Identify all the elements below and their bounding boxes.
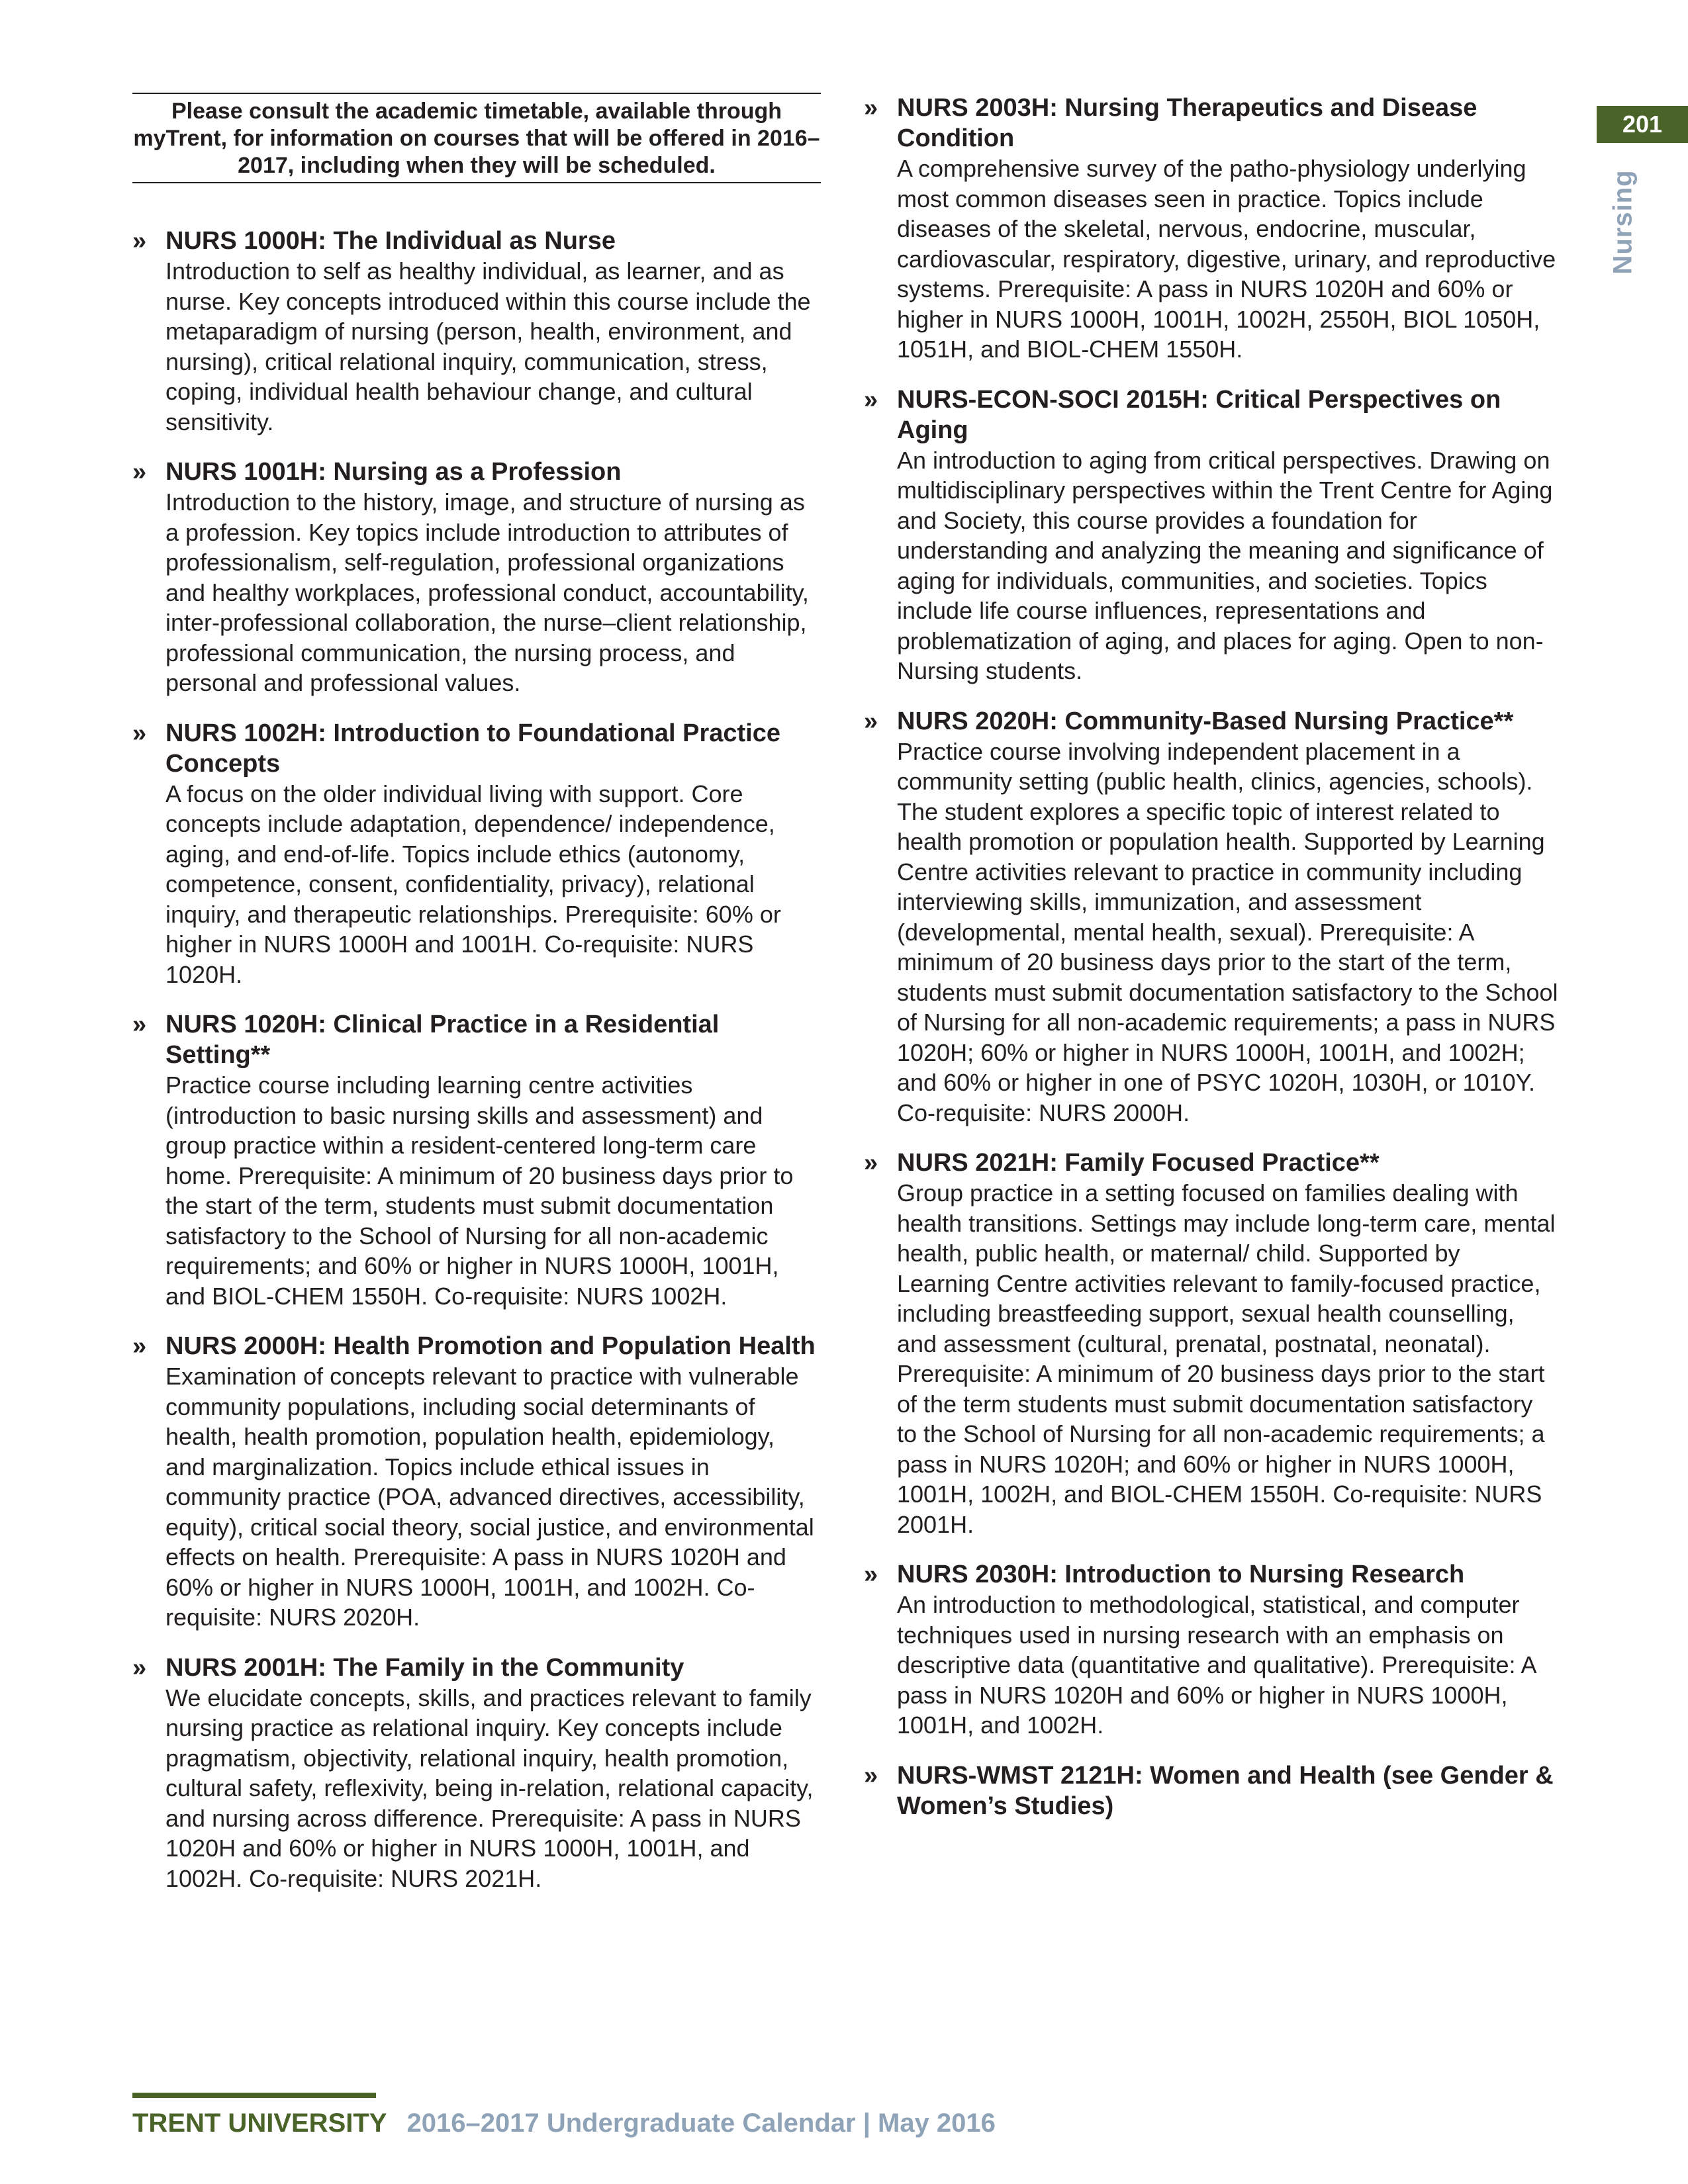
course-list-right [864,93,1559,1821]
section-label-text: Nursing [1608,169,1638,275]
course-title: NURS-WMST 2121H: Women and Health (see Gender & Women’s Studies) [897,1761,1554,1820]
bullet-marker: » [864,1561,878,1588]
course-title: NURS 2000H: Health Promotion and Population Health [165,1332,816,1360]
course-entry [132,457,821,698]
course-description: Group practice in a setting focused on families dealing with health transitions. Settings may include long-term care, mental health, public health, or maternal/ child. Supported by Learning Centre activities relevant to family-focused practice, including breastfeeding support, sexual health counselling, and assessment (cultural, prenatal, postnatal, neonatal). Prerequisite: A minimum of 20 business days prior to the start of the term students must submit documentation satisfactory to the School of Nursing for all non-academic requirements; a pass in NURS 1020H; and 60% or higher in NURS 1000H, 1001H, 1002H, and BIOL-CHEM 1550H. Co-requisite: NURS 2001H. [897,1179,1556,1538]
bullet-marker: » [864,1761,878,1790]
bullet-marker: » [132,458,147,486]
course-description: Examination of concepts relevant to practice with vulnerable community populations, including social determinants of health, health promotion, population health, epidemiology, and marginalization. Topics include ethical issues in community practice (POA, advanced directives, accessibility, equity), critical social theory, social justice, and environmental effects on health. Prerequisite: A pass in NURS 1020H and 60% or higher in NURS 1000H, 1001H, and 1002H. Co-requisite: NURS 2020H. [165,1363,814,1631]
bullet-marker: » [132,1653,147,1682]
course-description: Practice course including learning centre activities (introduction to basic nursing skills and assessment) and group practice within a resident-centered long-term care home. Prerequisite: A minimum of 20 business days prior to the start of the term, students must submit documentation satisfactory to the School of Nursing for all non-academic requirements; and 60% or higher in NURS 1000H, 1001H, and BIOL-CHEM 1550H. Co-requisite: NURS 1002H. [165,1071,794,1310]
course-entry [864,385,1559,686]
course-title: NURS 2030H: Introduction to Nursing Research [897,1561,1465,1588]
course-title: NURS 2003H: Nursing Therapeutics and Disease Condition [897,94,1477,152]
right-column [864,93,1559,1841]
course-description: An introduction to aging from critical perspectives. Drawing on multidisciplinary perspectives within the Trent Centre for Aging and Society, this course provides a foundation for understanding and analyzing the meaning and significance of aging for individuals, communities, and societies. Topics include life course influences, representations and problematization of aging, and places for aging. Open to non-Nursing students. [897,446,1553,684]
course-title: NURS 1001H: Nursing as a Profession [165,458,622,486]
course-entry [132,1009,821,1311]
course-title: NURS 1020H: Clinical Practice in a Residential Setting** [165,1011,720,1069]
course-entry [864,1148,1559,1539]
bullet-marker: » [132,719,147,747]
bullet-marker: » [132,1011,147,1038]
course-description: A comprehensive survey of the patho-physiology underlying most common diseases seen in practice. Topics include diseases of the skeletal, nervous, endocrine, muscular, cardiovascular, respiratory, digestive, urinary, and reproductive systems. Prerequisite: A pass in NURS 1020H and 60% or higher in NURS 1000H, 1001H, 1002H, 2550H, BIOL 1050H, 1051H, and BIOL-CHEM 1550H. [897,155,1556,363]
course-title: NURS 1000H: The Individual as Nurse [165,227,616,255]
course-description: An introduction to methodological, statistical, and computer techniques used in nursing research with an emphasis on descriptive data (quantitative and qualitative). Prerequisite: A pass in NURS 1020H and 60% or higher in NURS 1000H, 1001H, and 1002H. [897,1591,1536,1739]
course-title: NURS 2021H: Family Focused Practice** [897,1149,1380,1177]
course-description: A focus on the older individual living with support. Core concepts include adaptation, dependence/ independence, aging, and end-of-life. Topics include ethics (autonomy, competence, consent, confidentiality, privacy), relational inquiry, and therapeutic relationships. Prerequisite: 60% or higher in NURS 1000H and 1001H. Co-requisite: NURS 1020H. [165,780,781,988]
course-entry [864,706,1559,1128]
course-title: NURS 2001H: The Family in the Community [165,1653,684,1682]
page-number-tab: 201 [1597,106,1688,143]
course-entry [132,718,821,990]
bullet-marker: » [132,1332,147,1360]
course-title: NURS-ECON-SOCI 2015H: Critical Perspectives on Aging [897,385,1501,444]
bullet-marker: » [132,227,147,255]
left-column [132,93,821,1913]
course-list-left [132,226,821,1893]
course-entry [864,93,1559,365]
bullet-marker: » [864,385,878,414]
course-entry [132,226,821,437]
course-description: Practice course involving independent placement in a community setting (public health, clinics, agencies, schools). The student explores a specific topic of interest related to health promotion or population health. Supported by Learning Centre activities relevant to practice in community including interviewing skills, immunization, and assessment (developmental, mental health, sexual). Prerequisite: A minimum of 20 business days prior to the start of the term, students must submit documentation satisfactory to the School of Nursing for all non-academic requirements; a pass in NURS 1020H; 60% or higher in NURS 1000H, 1001H, and 1002H; and 60% or higher in one of PSYC 1020H, 1030H, or 1010Y. Co-requisite: NURS 2000H. [897,737,1558,1126]
course-entry [132,1653,821,1894]
course-title: NURS 1002H: Introduction to Foundational Practice Concepts [165,719,780,778]
course-description: We elucidate concepts, skills, and practices relevant to family nursing practice as relational inquiry. Key concepts include pragmatism, objectivity, relational inquiry, health promotion, cultural safety, reflexivity, being in-relation, relational capacity, and nursing across difference. Prerequisite: A pass in NURS 1020H and 60% or higher in NURS 1000H, 1001H, and 1002H. Co-requisite: NURS 2021H. [165,1684,814,1892]
footer-calendar: 2016–2017 Undergraduate Calendar | May 2016 [406,2109,996,2138]
bullet-marker: » [864,1149,878,1177]
course-entry [132,1331,821,1633]
course-description: Introduction to self as healthy individual, as learner, and as nurse. Key concepts introduced within this course include the metaparadigm of nursing (person, health, environment, and nursing), critical relational inquiry, communication, stress, coping, individual health behaviour change, and cultural sensitivity. [165,257,811,435]
bullet-marker: » [864,94,878,122]
footer [132,2109,996,2138]
course-entry [864,1559,1559,1741]
course-entry [864,1760,1559,1821]
footer-rule [132,2093,376,2098]
footer-university: TRENT UNIVERSITY [132,2109,387,2138]
section-label [1590,156,1656,288]
timetable-notice: Please consult the academic timetable, available through myTrent, for information on courses that will be offered in 2016–2017, including when they will be scheduled. [132,93,821,183]
course-description: Introduction to the history, image, and structure of nursing as a profession. Key topics include introduction to attributes of professionalism, self-regulation, professional organizations and healthy workplaces, professional conduct, accountability, inter-professional collaboration, the nurse–client relationship, professional communication, the nursing process, and personal and professional values. [165,488,809,696]
course-title: NURS 2020H: Community-Based Nursing Practice** [897,707,1514,735]
bullet-marker: » [864,707,878,735]
